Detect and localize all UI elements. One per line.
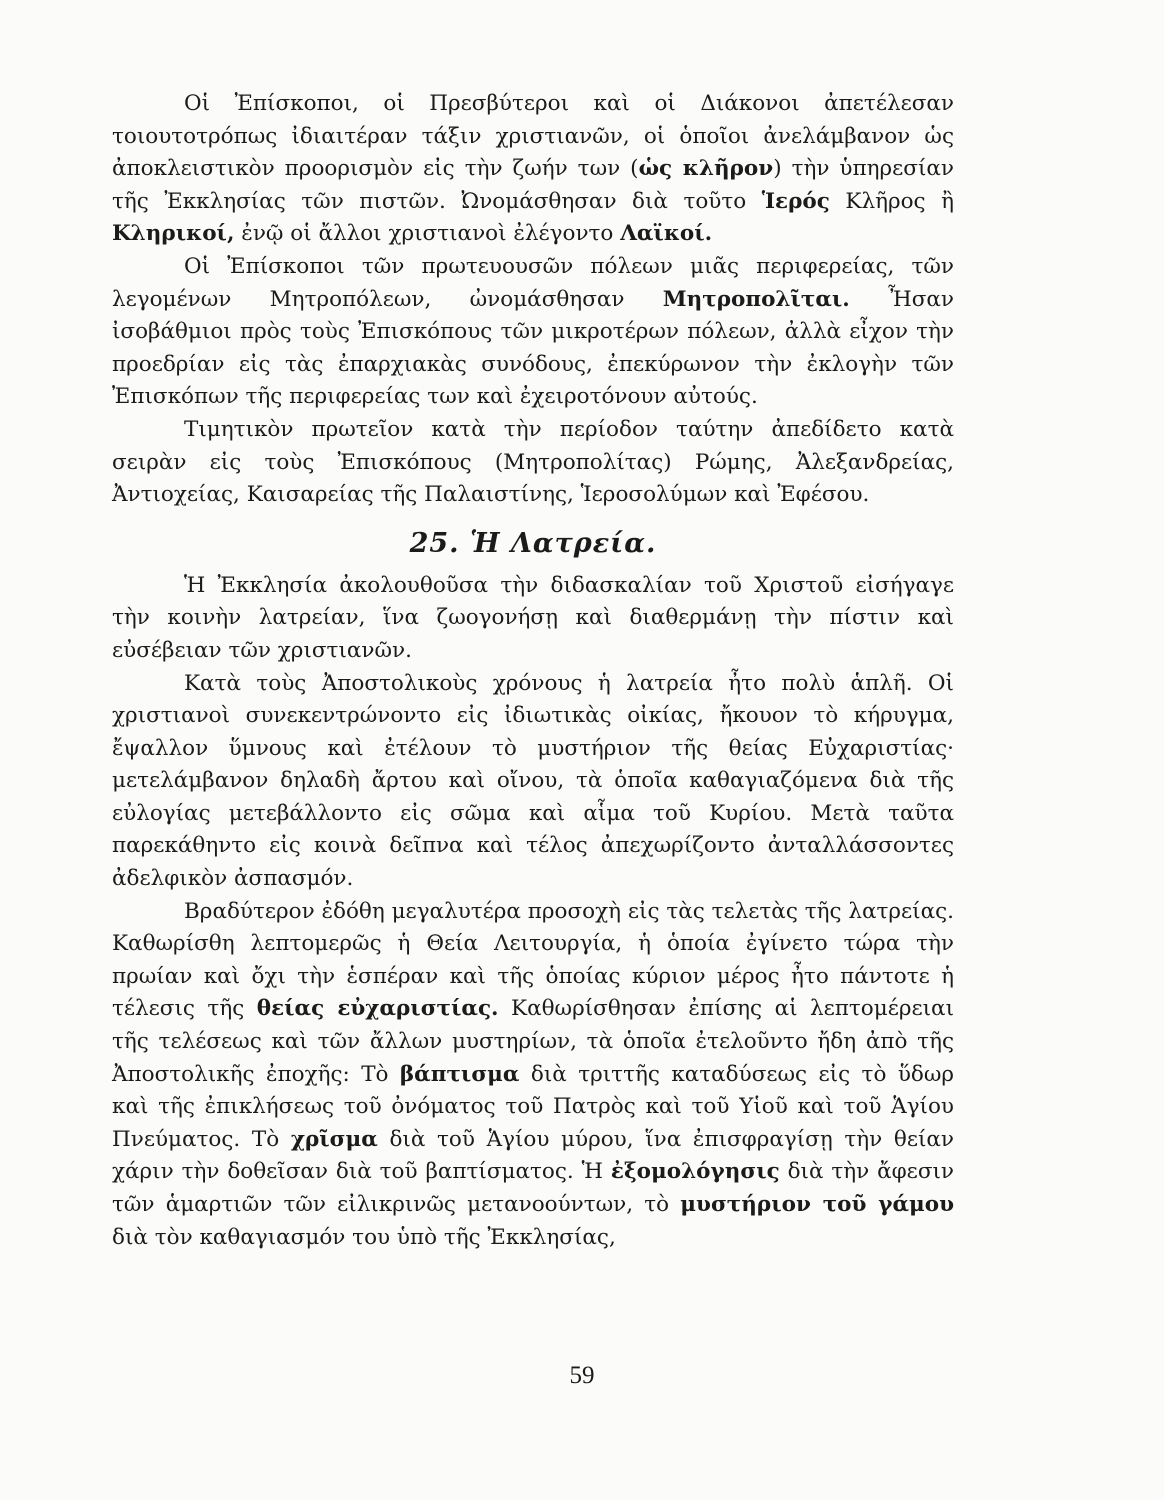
paragraph	[112, 896, 954, 1255]
paragraph	[112, 88, 954, 251]
bold-term: Ἱερός	[761, 188, 830, 214]
bold-term: Λαϊκοί.	[620, 221, 713, 247]
text-run: Κλῆρος ἢ	[829, 188, 954, 214]
text-run: ἐνῷ οἱ ἄλλοι χριστιανοὶ ἐλέγοντο	[234, 221, 621, 247]
bold-term: Μητροπολῖται.	[662, 286, 850, 312]
text-run: Ἡ Ἐκκλησία ἀκολουθοῦσα τὴν διδασκαλίαν τοῦ Χριστοῦ εἰσήγαγε τὴν κοινὴν λατρείαν, ἵνα ζωογονήσῃ καὶ διαθερμάνῃ τὴν πίστιν καὶ εὐσέβειαν τῶν χριστιανῶν.	[112, 572, 954, 663]
text-run: Κατὰ τοὺς Ἀποστολικοὺς χρόνους ἡ λατρεία ἦτο πολὺ ἁπλῆ. Οἱ χριστιανοὶ συνεκεντρώνοντο εἰς ἰδιωτικὰς οἰκίας, ἤκουον τὸ κήρυγμα, ἔψαλλον ὕμνους καὶ ἐτέλουν τὸ μυστήριον τῆς θείας Εὐχαριστίας· μετελάμβανον δηλαδὴ ἄρτου καὶ οἴνου, τὰ ὁποῖα καθαγιαζόμενα διὰ τῆς εὐλογίας μετεβάλλοντο εἰς σῶμα καὶ αἷμα τοῦ Κυρίου. Μετὰ ταῦτα παρεκάθηντο εἰς κοινὰ δεῖπνα καὶ τέλος ἀπεχωρίζοντο ἀνταλλάσσοντες ἀδελφικὸν ἀσπασμόν.	[112, 670, 954, 892]
text-run: Τιμητικὸν πρωτεῖον κατὰ τὴν περίοδον ταύτην ἀπεδίδετο κατὰ σειρὰν εἰς τοὺς Ἐπισκόπους (Μητροπολίτας) Ρώμης, Ἀλεξανδρείας, Ἀντιοχείας, Καισαρείας τῆς Παλαιστίνης, Ἱεροσολύμων καὶ Ἐφέσου.	[112, 416, 954, 508]
bold-term: Κληρικοί,	[112, 221, 235, 247]
bold-term: χρῖσμα	[290, 1126, 378, 1152]
paragraph	[112, 668, 954, 896]
paragraph	[112, 251, 954, 414]
bold-term: θείας εὐχαριστίας.	[256, 996, 499, 1022]
text-run: διὰ τριττῆς καταδύσεως εἰς τὸ ὕδωρ καὶ τῆς ἐπικλήσεως τοῦ ὀνόματος τοῦ Πατρὸς καὶ τοῦ Υἱοῦ καὶ τοῦ Ἁγίου Πνεύματος. Τὸ	[112, 1061, 954, 1152]
bold-term: ὡς κλῆρον	[638, 156, 774, 182]
bold-term: βάπτισμα	[399, 1061, 520, 1087]
page-number: 59	[569, 1362, 595, 1389]
text-run: Βραδύτερον ἐδόθη μεγαλυτέρα προσοχὴ εἰς τὰς τελετὰς τῆς λατρείας. Καθωρίσθη λεπτομερῶς ἡ Θεία Λειτουργία, ἡ ὁποία ἐγίνετο τώρα τὴν πρωίαν καὶ ὄχι τὴν ἑσπέραν καὶ τῆς ὁποίας κύριον μέρος ἦτο πάντοτε ἡ τέλεσις τῆς	[112, 898, 954, 1022]
bold-term: μυστήριον τοῦ γάμου	[680, 1192, 955, 1217]
paragraph	[112, 414, 954, 512]
page-body	[112, 88, 954, 1254]
text-run: διὰ τὸν καθαγιασμόν του ὑπὸ τῆς Ἐκκλησίας,	[112, 1224, 616, 1250]
bold-term: ἐξομολόγησις	[610, 1159, 780, 1185]
text-run: ) τὴν ὑπηρεσίαν τῆς Ἐκκλησίας τῶν πιστῶν. Ὠνομάσθησαν διὰ τοῦτο	[112, 156, 954, 214]
section-heading: 25. Ἡ Λατρεία.	[409, 527, 657, 559]
paragraph	[112, 570, 954, 668]
text-run: διὰ τὴν ἄφεσιν τῶν ἁμαρτιῶν τῶν εἰλικρινῶς μετανοούντων, τὸ	[112, 1159, 954, 1217]
text-run: διὰ τοῦ Ἁγίου μύρου, ἵνα ἐπισφραγίσῃ τὴν θείαν χάριν τὴν δοθεῖσαν διὰ τοῦ βαπτίσματος. Ἡ	[112, 1126, 954, 1185]
text-run: Ἦσαν ἰσοβάθμιοι πρὸς τοὺς Ἐπισκόπους τῶν μικροτέρων πόλεων, ἀλλὰ εἶχον τὴν προεδρίαν εἰς τὰς ἐπαρχιακὰς συνόδους, ἐπεκύρωνον τὴν ἐκλογὴν τῶν Ἐπισκόπων τῆς περιφερείας των καὶ ἐχειροτόνουν αὐτούς.	[112, 286, 954, 410]
text-run: Οἱ Ἐπίσκοποι, οἱ Πρεσβύτεροι καὶ οἱ Διάκονοι ἀπετέλεσαν τοιουτοτρόπως ἰδιαιτέραν τάξιν χριστιανῶν, οἱ ὁποῖοι ἀνελάμβανον ὡς ἀποκλειστικὸν προορισμὸν εἰς τὴν ζωήν των (	[112, 91, 954, 182]
text-run: Καθωρίσθησαν ἐπίσης αἱ λεπτομέρειαι τῆς τελέσεως καὶ τῶν ἄλλων μυστηρίων, τὰ ὁποῖα ἐτελοῦντο ἤδη ἀπὸ τῆς Ἀποστολικῆς ἐποχῆς: Τὸ	[112, 996, 955, 1087]
text-run: Οἱ Ἐπίσκοποι τῶν πρωτευουσῶν πόλεων μιᾶς περιφερείας, τῶν λεγομένων Μητροπόλεων, ὠνομάσθησαν	[112, 253, 954, 312]
